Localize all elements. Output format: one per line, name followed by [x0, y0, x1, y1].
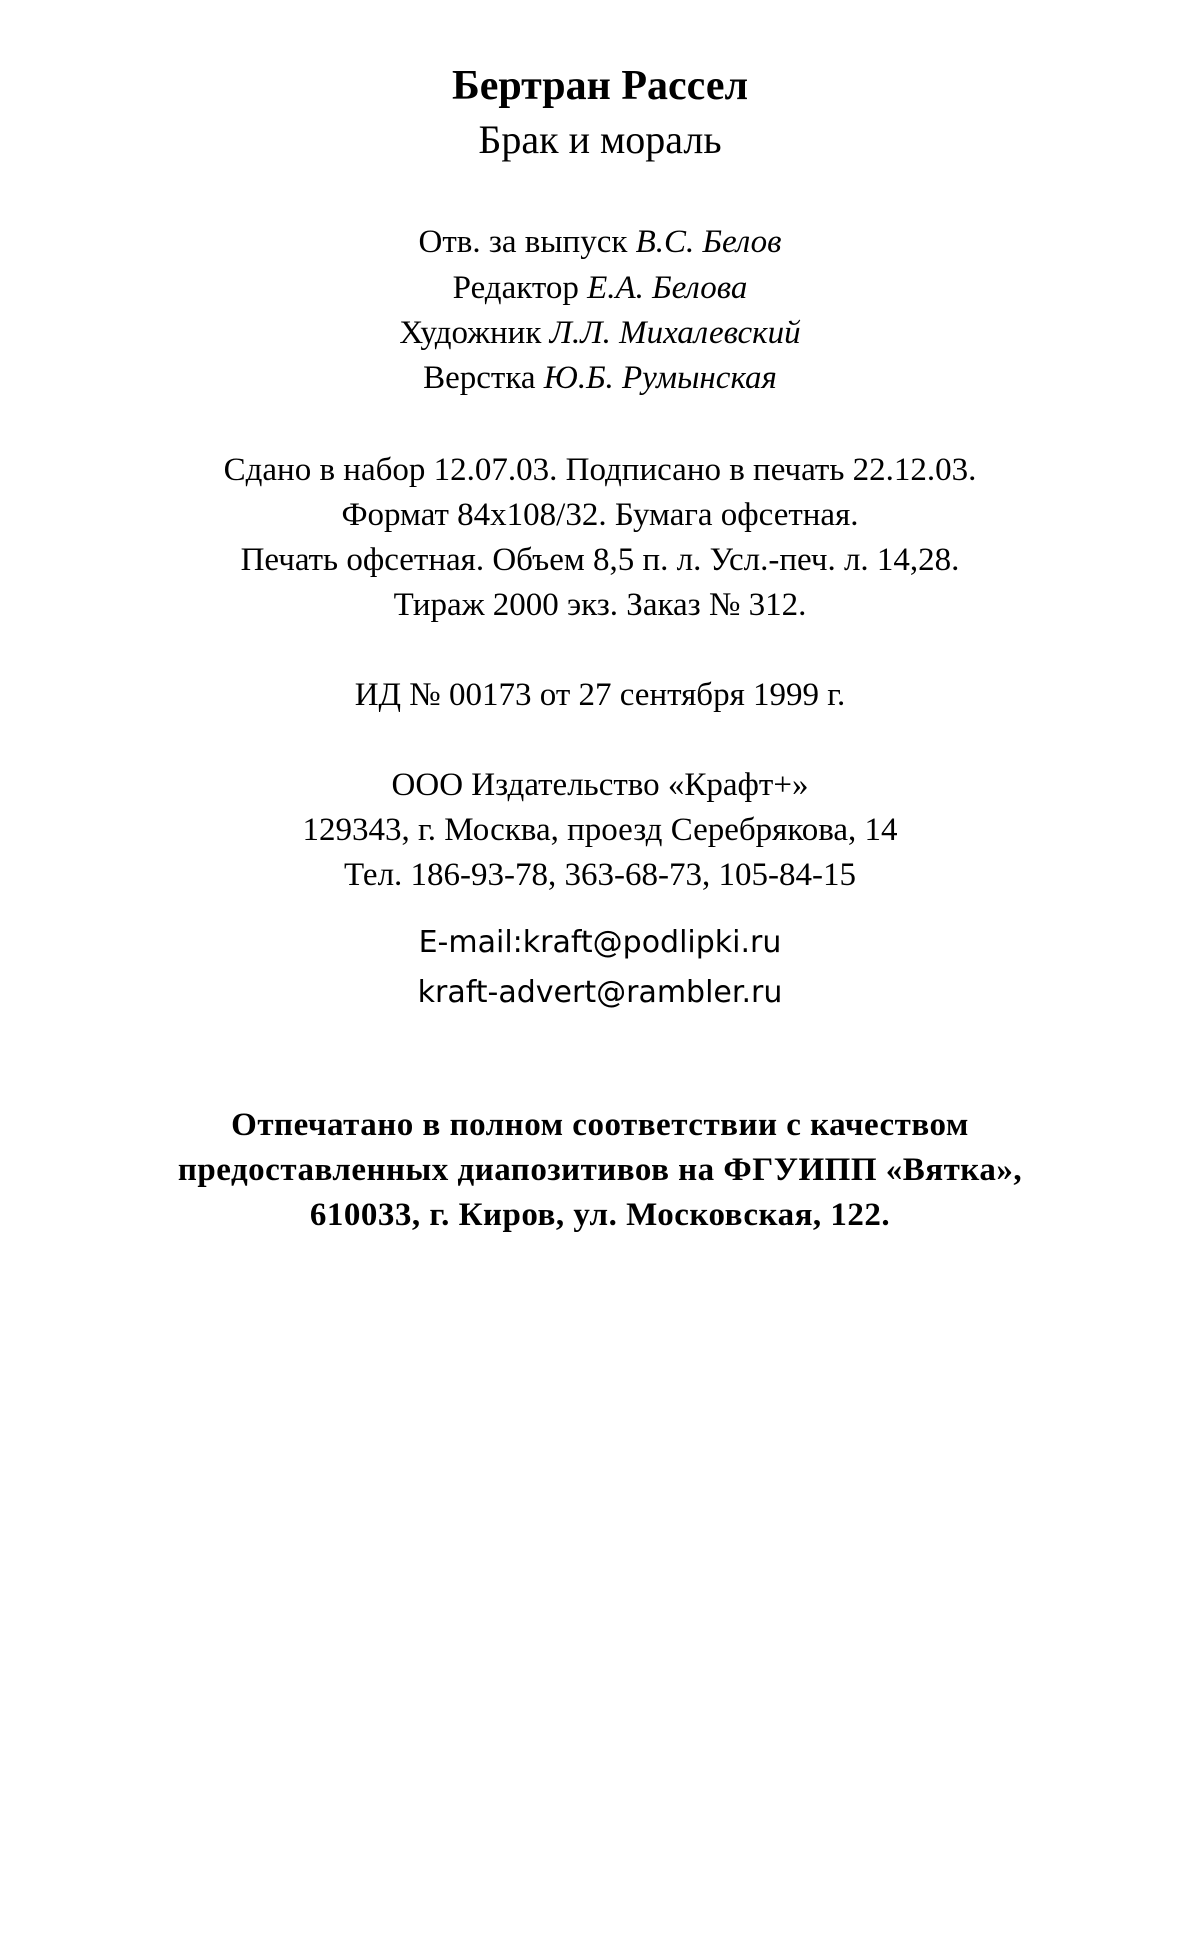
print-info-volume: Печать офсетная. Объем 8,5 п. л. Усл.-печ. л. 14,28. [240, 542, 960, 578]
publisher-email-advert: kraft-advert@rambler.ru [417, 975, 783, 1010]
publisher-address: 129343, г. Москва, проезд Серебрякова, 14 [302, 812, 898, 848]
credit-role: Верстка [423, 360, 536, 396]
credit-line-artist [0, 315, 1200, 352]
book-author: Бертран Рассел [451, 63, 749, 109]
publisher-phones: Тел. 186-93-78, 363-68-73, 105-84-15 [344, 857, 856, 893]
credit-name: Е.А. Белова [587, 270, 748, 306]
credit-name: Л.Л. Михалевский [549, 315, 801, 351]
print-info-dates: Сдано в набор 12.07.03. Подписано в печать 22.12.03. [223, 452, 977, 488]
license-number: ИД № 00173 от 27 сентября 1999 г. [354, 677, 846, 713]
credit-role: Редактор [452, 270, 579, 306]
credit-line-release [0, 224, 1200, 261]
publisher-name: ООО Издательство «Крафт+» [391, 767, 809, 803]
publisher-email-primary: E-mail:kraft@podlipki.ru [418, 925, 782, 960]
credit-line-layout [0, 360, 1200, 397]
printer-name: предоставленных диапозитивов на ФГУИПП «Вятка», [177, 1152, 1023, 1188]
credit-name: В.С. Белов [635, 224, 782, 260]
printer-statement: Отпечатано в полном соответствии с качеством [231, 1107, 969, 1143]
credit-name: Ю.Б. Румынская [543, 360, 777, 396]
print-info-format: Формат 84x108/32. Бумага офсетная. [341, 497, 859, 533]
credit-role: Художник [399, 315, 542, 351]
book-title: Брак и мораль [478, 117, 722, 162]
print-info-run: Тираж 2000 экз. Заказ № 312. [393, 587, 807, 623]
printer-address: 610033, г. Киров, ул. Московская, 122. [309, 1197, 891, 1233]
credit-line-editor [0, 270, 1200, 307]
credit-role: Отв. за выпуск [418, 224, 628, 260]
